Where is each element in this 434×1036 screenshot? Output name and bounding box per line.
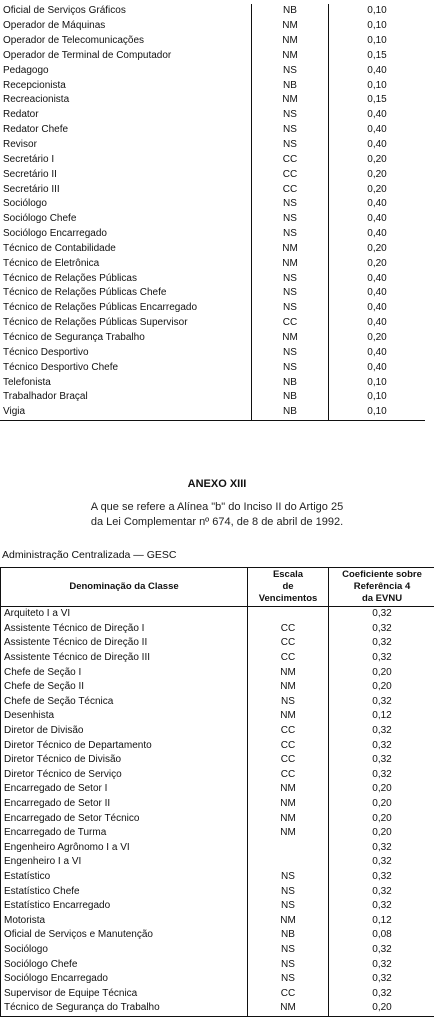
salary-scale-cell: NM <box>252 242 329 257</box>
salary-scale-cell: NS <box>252 227 329 242</box>
table-row <box>0 78 425 93</box>
table-row <box>0 63 425 78</box>
class-name-cell: Técnico de Relações Públicas Encarregado <box>0 301 252 316</box>
salary-scale-cell: NS <box>252 286 329 301</box>
coefficient-cell: 0,32 <box>372 973 392 985</box>
salary-scale-cell <box>248 855 329 870</box>
salary-scale-cell: NB <box>252 375 329 390</box>
salary-scale-cell: NS <box>248 957 329 972</box>
class-name-cell: Encarregado de Setor I <box>1 782 248 797</box>
salary-scale-cell: CC <box>252 316 329 331</box>
coefficient-cell: 0,32 <box>372 856 392 868</box>
table-row <box>0 242 425 257</box>
coefficient-cell: 0,32 <box>372 943 392 955</box>
coefficient-cell: 0,32 <box>372 768 392 780</box>
coefficient-cell: 0,10 <box>367 391 387 403</box>
class-name-cell: Chefe de Seção II <box>1 680 248 695</box>
coefficient-cell: 0,20 <box>367 183 387 195</box>
table-row <box>0 301 425 316</box>
salary-scale-cell: NS <box>252 63 329 78</box>
table-row <box>0 212 425 227</box>
coefficient-cell: 0,32 <box>372 870 392 882</box>
salary-scale-cell: NM <box>252 49 329 64</box>
class-name-cell: Sociólogo Chefe <box>0 212 252 227</box>
class-name-cell: Técnico Desportivo Chefe <box>0 360 252 375</box>
class-name-cell: Operador de Terminal de Computador <box>0 49 252 64</box>
table-row <box>0 93 425 108</box>
header-salary-scale-line: Vencimentos <box>258 593 318 604</box>
salary-scale-cell: NM <box>248 826 329 841</box>
salary-scale-cell: NM <box>248 665 329 680</box>
header-salary-scale-line: Escala <box>272 569 304 580</box>
annex-title: ANEXO XIII <box>187 478 247 490</box>
class-name-cell: Encarregado de Setor Técnico <box>1 811 248 826</box>
salary-scale-cell: NM <box>252 93 329 108</box>
salary-scale-cell: NM <box>252 19 329 34</box>
header-class-name: Denominação da Classe <box>1 568 248 607</box>
salary-scale-cell: NS <box>252 271 329 286</box>
salary-scale-cell: CC <box>248 738 329 753</box>
class-name-cell: Técnico de Segurança do Trabalho <box>1 1001 248 1016</box>
table-row <box>1 782 434 797</box>
salary-scale-cell: NS <box>248 899 329 914</box>
coefficient-cell: 0,20 <box>372 1002 392 1014</box>
salary-scale-cell: CC <box>248 651 329 666</box>
table-row <box>1 709 434 724</box>
class-name-cell: Operador de Máquinas <box>0 19 252 34</box>
coefficient-cell: 0,08 <box>372 929 392 941</box>
class-name-cell: Diretor Técnico de Divisão <box>1 753 248 768</box>
coefficient-cell: 0,40 <box>367 64 387 76</box>
table-row <box>1 651 434 666</box>
table-row <box>0 108 425 123</box>
salary-scale-cell: NM <box>248 797 329 812</box>
salary-scale-cell: NS <box>252 301 329 316</box>
salary-scale-cell: NB <box>252 78 329 93</box>
table-row <box>1 636 434 651</box>
table-row <box>0 375 425 390</box>
table-row <box>1 607 434 622</box>
table-row <box>0 34 425 49</box>
table-row <box>1 826 434 841</box>
coefficient-cell: 0,10 <box>367 406 387 418</box>
table-row <box>1 913 434 928</box>
header-coefficient-line: Coeficiente sobre <box>342 569 422 580</box>
coefficient-cell: 0,40 <box>367 228 387 240</box>
class-name-cell: Assistente Técnico de Direção II <box>1 636 248 651</box>
table-row <box>1 899 434 914</box>
class-name-cell: Encarregado de Setor II <box>1 797 248 812</box>
coefficient-cell: 0,32 <box>372 608 392 620</box>
coefficient-cell: 0,32 <box>372 754 392 766</box>
header-coefficient-line: da EVNU <box>361 593 403 604</box>
coefficient-cell: 0,40 <box>367 124 387 136</box>
coefficient-cell: 0,40 <box>367 287 387 299</box>
table-row <box>0 167 425 182</box>
salary-scale-cell <box>248 607 329 622</box>
salary-scale-cell: NS <box>252 108 329 123</box>
table-row <box>1 797 434 812</box>
class-name-cell: Vigia <box>0 405 252 420</box>
class-name-cell: Revisor <box>0 138 252 153</box>
class-name-cell: Sociólogo Chefe <box>1 957 248 972</box>
coefficient-cell: 0,10 <box>367 376 387 388</box>
table-row <box>1 811 434 826</box>
table-row <box>0 390 425 405</box>
table-row <box>0 360 425 375</box>
coefficient-cell: 0,20 <box>367 153 387 165</box>
class-name-cell: Oficial de Serviços Gráficos <box>0 4 252 19</box>
class-name-cell: Técnico de Relações Públicas <box>0 271 252 286</box>
salary-scale-cell: NS <box>252 212 329 227</box>
coefficient-cell: 0,40 <box>367 361 387 373</box>
table-row <box>1 841 434 856</box>
table-row <box>1 855 434 870</box>
class-name-cell: Diretor de Divisão <box>1 724 248 739</box>
coefficient-cell: 0,15 <box>367 49 387 61</box>
salary-scale-cell: CC <box>248 986 329 1001</box>
table-row <box>0 152 425 167</box>
annex-reference-line-2: da Lei Complementar nº 674, de 8 de abril de 1992. <box>90 516 344 528</box>
class-name-cell: Pedagogo <box>0 63 252 78</box>
salary-scale-cell: NM <box>248 913 329 928</box>
coefficient-cell: 0,40 <box>367 317 387 329</box>
salary-scale-cell: NS <box>252 123 329 138</box>
class-name-cell: Supervisor de Equipe Técnica <box>1 986 248 1001</box>
salary-scale-cell: NB <box>252 4 329 19</box>
coefficient-cell: 0,20 <box>367 168 387 180</box>
coefficient-cell: 0,10 <box>367 20 387 32</box>
class-name-cell: Chefe de Seção Técnica <box>1 695 248 710</box>
coefficient-cell: 0,10 <box>367 35 387 47</box>
class-name-cell: Recreacionista <box>0 93 252 108</box>
coefficient-cell: 0,10 <box>367 5 387 17</box>
table-row <box>1 695 434 710</box>
class-name-cell: Oficial de Serviços e Manutenção <box>1 928 248 943</box>
class-name-cell: Diretor Técnico de Departamento <box>1 738 248 753</box>
coefficient-cell: 0,20 <box>367 331 387 343</box>
salary-scale-cell: NM <box>248 680 329 695</box>
annex-reference-line-1: A que se refere a Alínea "b" do Inciso II do Artigo 25 <box>90 501 344 513</box>
table-row <box>0 138 425 153</box>
class-name-cell: Técnico Desportivo <box>0 345 252 360</box>
class-name-cell: Redator Chefe <box>0 123 252 138</box>
salary-scale-cell: CC <box>248 622 329 637</box>
coefficient-cell: 0,40 <box>367 346 387 358</box>
header-salary-scale-line: de <box>282 581 294 592</box>
salary-scale-cell: NB <box>252 390 329 405</box>
salary-scale-cell: NM <box>252 34 329 49</box>
class-name-cell: Estatístico Encarregado <box>1 899 248 914</box>
table-row <box>0 197 425 212</box>
coefficient-cell: 0,40 <box>367 198 387 210</box>
salary-scale-cell: CC <box>248 724 329 739</box>
class-name-cell: Técnico de Segurança Trabalho <box>0 331 252 346</box>
class-name-cell: Recepcionista <box>0 78 252 93</box>
salary-scale-cell: NS <box>248 943 329 958</box>
table-row <box>1 943 434 958</box>
class-name-cell: Estatístico <box>1 870 248 885</box>
table-row <box>0 182 425 197</box>
coefficient-cell: 0,32 <box>372 958 392 970</box>
table-row <box>1 986 434 1001</box>
coefficient-cell: 0,20 <box>367 242 387 254</box>
coefficient-cell: 0,15 <box>367 94 387 106</box>
header-coefficient-line: Referência 4 <box>353 581 411 592</box>
salary-table-bottom-body <box>1 607 434 1017</box>
table-row <box>0 19 425 34</box>
table-row <box>0 345 425 360</box>
coefficient-cell: 0,32 <box>372 652 392 664</box>
coefficient-cell: 0,20 <box>372 783 392 795</box>
coefficient-cell: 0,32 <box>372 987 392 999</box>
class-name-cell: Secretário III <box>0 182 252 197</box>
table-row <box>1 622 434 637</box>
salary-scale-cell: NS <box>252 138 329 153</box>
class-name-cell: Sociólogo Encarregado <box>0 227 252 242</box>
class-name-cell: Técnico de Contabilidade <box>0 242 252 257</box>
coefficient-cell: 0,32 <box>372 841 392 853</box>
table-row <box>0 271 425 286</box>
class-name-cell: Técnico de Eletrônica <box>0 256 252 271</box>
table-row <box>1 957 434 972</box>
table-row <box>0 316 425 331</box>
coefficient-cell: 0,20 <box>372 798 392 810</box>
table-row <box>1 870 434 885</box>
salary-scale-cell: NS <box>252 360 329 375</box>
coefficient-cell: 0,32 <box>372 695 392 707</box>
table-header-row <box>1 568 434 607</box>
table-row <box>0 49 425 64</box>
salary-scale-cell: CC <box>252 167 329 182</box>
class-name-cell: Técnico de Relações Públicas Supervisor <box>0 316 252 331</box>
coefficient-cell: 0,40 <box>367 272 387 284</box>
salary-table-top <box>0 4 425 421</box>
salary-table-top-body <box>0 4 425 420</box>
class-name-cell: Secretário II <box>0 167 252 182</box>
coefficient-cell: 0,32 <box>372 622 392 634</box>
table-row <box>1 665 434 680</box>
class-name-cell: Motorista <box>1 913 248 928</box>
salary-scale-cell: NS <box>248 972 329 987</box>
table-row <box>0 405 425 420</box>
salary-scale-cell: CC <box>248 753 329 768</box>
salary-scale-cell: NS <box>252 345 329 360</box>
table-row <box>0 227 425 242</box>
coefficient-cell: 0,32 <box>372 739 392 751</box>
class-name-cell: Trabalhador Braçal <box>0 390 252 405</box>
salary-scale-cell: NM <box>248 811 329 826</box>
coefficient-cell: 0,32 <box>372 725 392 737</box>
table-row <box>1 1001 434 1016</box>
class-name-cell: Secretário I <box>0 152 252 167</box>
coefficient-cell: 0,20 <box>372 827 392 839</box>
class-name-cell: Redator <box>0 108 252 123</box>
table-row <box>1 928 434 943</box>
coefficient-cell: 0,32 <box>372 900 392 912</box>
salary-scale-cell: CC <box>248 768 329 783</box>
class-name-cell: Estatístico Chefe <box>1 884 248 899</box>
salary-scale-cell: NM <box>248 782 329 797</box>
class-name-cell: Encarregado de Turma <box>1 826 248 841</box>
table-row <box>1 768 434 783</box>
table-row <box>1 884 434 899</box>
table-row <box>0 331 425 346</box>
table-row <box>1 753 434 768</box>
class-name-cell: Desenhista <box>1 709 248 724</box>
class-name-cell: Assistente Técnico de Direção III <box>1 651 248 666</box>
coefficient-cell: 0,32 <box>372 885 392 897</box>
coefficient-cell: 0,20 <box>372 812 392 824</box>
salary-scale-cell: CC <box>252 182 329 197</box>
coefficient-cell: 0,32 <box>372 637 392 649</box>
coefficient-cell: 0,40 <box>367 139 387 151</box>
coefficient-cell: 0,20 <box>372 666 392 678</box>
salary-scale-cell: CC <box>248 636 329 651</box>
table-row <box>0 256 425 271</box>
class-name-cell: Chefe de Seção I <box>1 665 248 680</box>
table-row <box>0 286 425 301</box>
coefficient-cell: 0,12 <box>372 914 392 926</box>
table-row <box>0 4 425 19</box>
class-name-cell: Técnico de Relações Públicas Chefe <box>0 286 252 301</box>
class-name-cell: Engenheiro Agrônomo I a VI <box>1 841 248 856</box>
class-name-cell: Assistente Técnico de Direção I <box>1 622 248 637</box>
salary-scale-cell: NS <box>248 870 329 885</box>
salary-scale-cell: NB <box>248 928 329 943</box>
table-row <box>0 123 425 138</box>
coefficient-cell: 0,20 <box>367 257 387 269</box>
class-name-cell: Diretor Técnico de Serviço <box>1 768 248 783</box>
salary-scale-cell: NM <box>252 256 329 271</box>
table-row <box>1 680 434 695</box>
salary-scale-cell <box>248 841 329 856</box>
salary-scale-cell: NB <box>252 405 329 420</box>
coefficient-cell: 0,40 <box>367 213 387 225</box>
header-salary-scale <box>248 568 329 607</box>
salary-scale-cell: NM <box>248 709 329 724</box>
salary-table-bottom <box>0 567 434 1017</box>
class-name-cell: Sociólogo Encarregado <box>1 972 248 987</box>
salary-scale-cell: CC <box>252 152 329 167</box>
salary-scale-cell: NS <box>248 884 329 899</box>
table-row <box>1 724 434 739</box>
salary-scale-cell: NS <box>248 695 329 710</box>
coefficient-cell: 0,12 <box>372 710 392 722</box>
section-title: Administração Centralizada — GESC <box>2 549 177 561</box>
class-name-cell: Sociólogo <box>0 197 252 212</box>
table-row <box>1 972 434 987</box>
class-name-cell: Engenheiro I a VI <box>1 855 248 870</box>
coefficient-cell: 0,40 <box>367 302 387 314</box>
coefficient-cell: 0,40 <box>367 109 387 121</box>
coefficient-cell: 0,20 <box>372 681 392 693</box>
class-name-cell: Sociólogo <box>1 943 248 958</box>
class-name-cell: Arquiteto I a VI <box>1 607 248 622</box>
coefficient-cell: 0,10 <box>367 79 387 91</box>
salary-scale-cell: NS <box>252 197 329 212</box>
salary-scale-cell: NM <box>252 331 329 346</box>
header-coefficient <box>329 568 434 607</box>
table-row <box>1 738 434 753</box>
class-name-cell: Operador de Telecomunicações <box>0 34 252 49</box>
class-name-cell: Telefonista <box>0 375 252 390</box>
salary-scale-cell: NM <box>248 1001 329 1016</box>
